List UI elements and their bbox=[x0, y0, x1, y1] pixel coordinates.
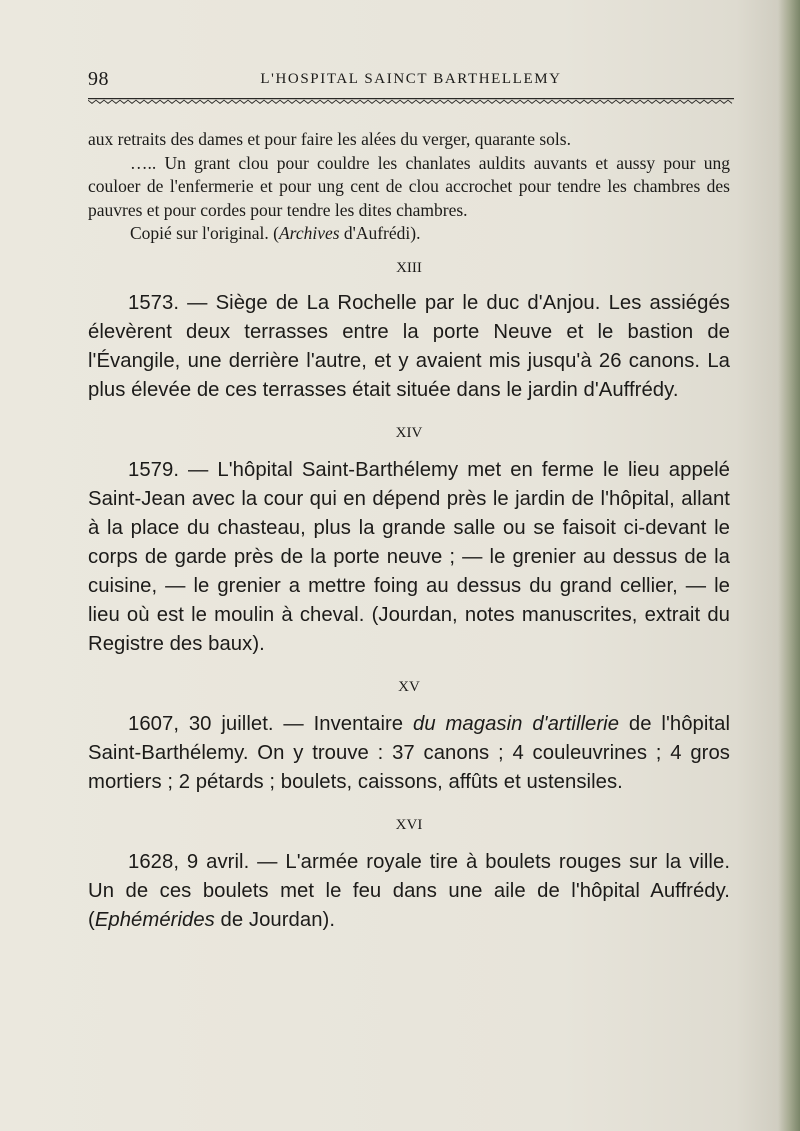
section-xiii-text: 1573. — Siège de La Rochelle par le duc d'Anjou. Les assiégés élevèrent deux terrasses entre la porte Neuve et le bastion de l'Évangile, une derrière l'autre, et y avaient mis jusqu'à 26 canons. La plus élevée de ces terrasses était située dans le jardin d'Auffrédy. bbox=[88, 291, 730, 401]
page-body bbox=[88, 128, 730, 935]
page-edge-shadow bbox=[778, 0, 800, 1131]
intro-paragraph-1: aux retraits des dames et pour faire les alées du verger, quarante sols. bbox=[88, 129, 571, 149]
section-xvi-prefix: 1628, 9 avril. — L'armée royale tire à boulets rouges sur la ville. Un de ces boulets met le feu dans une aile de l'hôpital Auffrédy. ( bbox=[88, 850, 730, 931]
section-xiv-text: 1579. — L'hôpital Saint-Barthélemy met en ferme le lieu appelé Saint-Jean avec la cour qui en dépend près le jardin de l'hôpital, allant à la place du chasteau, plus la grande salle ou se faisoit ci-devant le corps de garde près de la porte neuve ; — le grenier au dessus de la cuisine, — le grenier a mettre foing au dessus du grand cellier, — le lieu où est le moulin à cheval. (Jourdan, notes manuscrites, extrait du Registre des baux). bbox=[88, 458, 730, 655]
section-xv-prefix: 1607, 30 juillet. — Inventaire bbox=[128, 712, 413, 735]
ornamental-rule bbox=[88, 98, 734, 104]
running-title: L'HOSPITAL SAINCT BARTHELLEMY bbox=[260, 71, 562, 87]
section-xvi-italic: Ephémérides bbox=[94, 908, 215, 931]
section-number-xiii: XIII bbox=[396, 259, 422, 276]
section-xv-text bbox=[88, 710, 730, 797]
section-xvi-suffix: de Jourdan). bbox=[214, 908, 336, 931]
source-suffix: d'Aufrédi). bbox=[339, 223, 421, 244]
section-xvi-text bbox=[88, 848, 730, 935]
source-italic: Archives bbox=[278, 223, 340, 244]
source-prefix: Copié sur l'original. ( bbox=[130, 223, 279, 244]
page-header bbox=[88, 68, 734, 94]
section-number-xvi: XVI bbox=[395, 816, 423, 833]
section-xv-suffix: de l'hôpital Saint-Barthélemy. On y trouve : 37 canons ; 4 couleuvrines ; 4 gros mortiers ; 2 pétards ; boulets, caissons, affûts et ustensiles. bbox=[88, 712, 730, 793]
intro-source-line bbox=[88, 222, 730, 246]
page-number: 98 bbox=[88, 68, 109, 90]
section-xv-italic: du magasin d'artillerie bbox=[412, 712, 620, 735]
section-number-xiv: XIV bbox=[395, 424, 423, 441]
section-number-xv: XV bbox=[398, 678, 420, 695]
intro-paragraph-2: ….. Un grant clou pour couldre les chanlates auldits auvants et aussy pour ung couloer de l'enfermerie et pour ung cent de clou accrochet pour tendre les chambres des pauvres et pour cordes pour tendre les dites chambres. bbox=[88, 152, 730, 220]
